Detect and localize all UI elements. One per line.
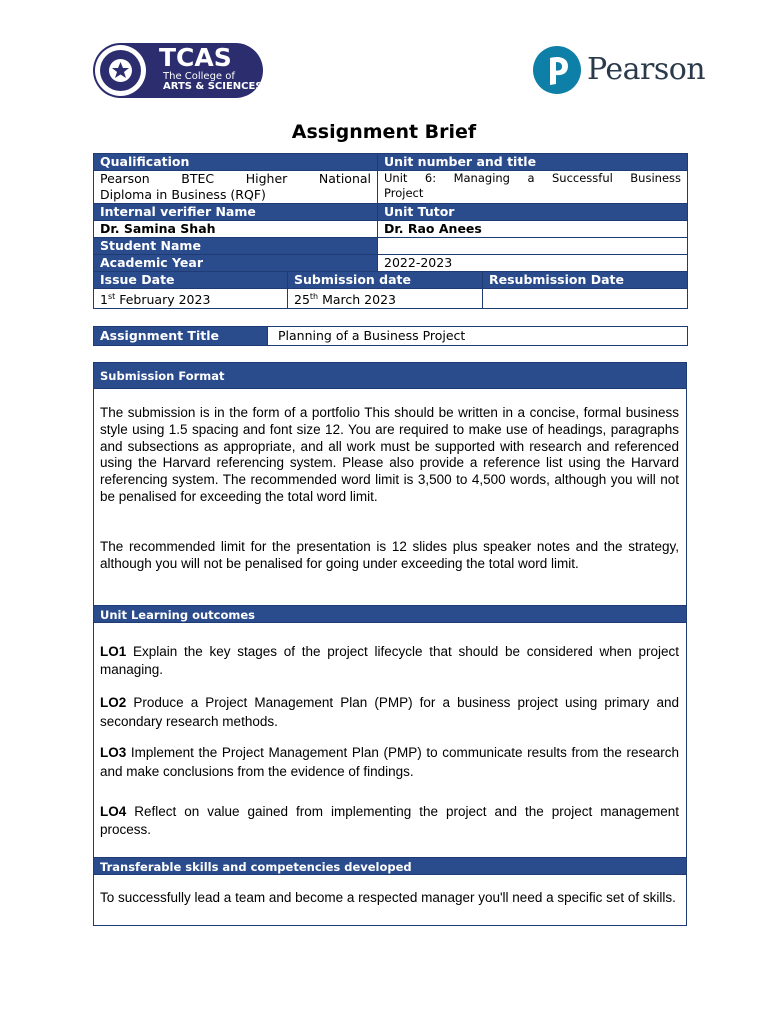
assignment-title-table [93, 326, 688, 346]
tcas-subtitle-line2: ARTS & SCIENCES [163, 81, 263, 92]
transferable-skills-text: To successfully lead a team and become a respected manager you'll need a specific set of skills. [100, 890, 676, 905]
tutor-value: Dr. Rao Anees [378, 221, 688, 238]
brief-body [93, 362, 687, 926]
assignment-title-label: Assignment Title [94, 327, 268, 346]
tutor-label: Unit Tutor [378, 204, 688, 221]
resubmission-date-label: Resubmission Date [483, 272, 688, 289]
assignment-title-value: Planning of a Business Project [268, 327, 688, 346]
student-name-label: Student Name [94, 238, 378, 255]
unit-value: Unit 6: Managing a Successful Business Project [378, 171, 688, 204]
tcas-logo [93, 43, 263, 98]
submission-format-heading: Submission Format [94, 363, 686, 389]
learning-outcomes-heading: Unit Learning outcomes [94, 605, 686, 623]
transferable-skills-heading: Transferable skills and competencies developed [94, 857, 686, 875]
pearson-p-icon [533, 46, 581, 94]
submission-format-paragraph-1: The submission is in the form of a portfolio This should be written in a concise, formal business style using 1.5 spacing and font size 12. You are required to make use of headings, paragraphs and subsections as appropriate, and all work must be supported with research and referenced using the Harvard referencing system. Please also provide a reference list using the Harvard referencing system. The recommended word limit is 3,500 to 4,500 words, although you will not be penalised for exceeding the total word limit. [100, 405, 679, 504]
brief-info-table [93, 153, 688, 309]
issue-date-value: 1st February 2023 [94, 289, 288, 309]
academic-year-value: 2022-2023 [378, 255, 688, 272]
submission-date-value: 25th March 2023 [288, 289, 483, 309]
qualification-value: Pearson BTEC Higher National Diploma in Business (RQF) [94, 171, 378, 204]
tcas-wordmark: TCAS [159, 43, 232, 72]
unit-label: Unit number and title [378, 154, 688, 171]
lo3-item: LO3 Implement the Project Management Plan (PMP) to communicate results from the research and make conclusions from the evidence of findings. [100, 745, 679, 779]
resubmission-date-value [483, 289, 688, 309]
verifier-value: Dr. Samina Shah [94, 221, 378, 238]
verifier-label: Internal verifier Name [94, 204, 378, 221]
submission-date-label: Submission date [288, 272, 483, 289]
academic-year-label: Academic Year [94, 255, 378, 272]
pearson-logo [533, 44, 708, 96]
pearson-wordmark: Pearson [587, 52, 706, 87]
submission-format-paragraph-2: The recommended limit for the presentation is 12 slides plus speaker notes and the strategy, although you will not be penalised for going under exceeding the total word limit. [100, 539, 679, 571]
tcas-subtitle-line1: The College of [163, 71, 235, 82]
student-name-value[interactable] [378, 238, 688, 255]
issue-date-label: Issue Date [94, 272, 288, 289]
lo4-item: LO4 Reflect on value gained from implementing the project and the project management process. [100, 804, 679, 837]
lo2-item: LO2 Produce a Project Management Plan (PMP) for a business project using primary and secondary research methods. [100, 695, 679, 729]
lo1-item: LO1 Explain the key stages of the project lifecycle that should be considered when project managing. [100, 644, 679, 677]
qualification-label: Qualification [94, 154, 378, 171]
document-title: Assignment Brief [291, 121, 477, 143]
college-seal-icon [95, 45, 146, 96]
